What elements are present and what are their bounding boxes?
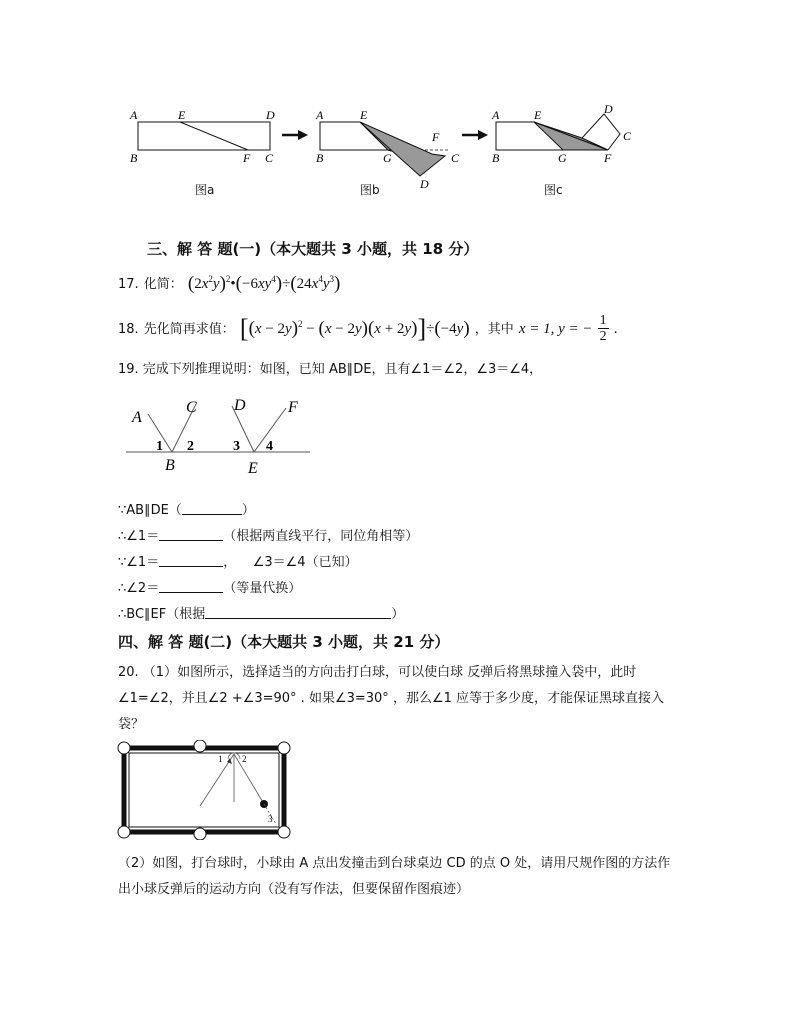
figure-b	[315, 108, 460, 191]
q20-part2-line-2: 出小球反弹后的运动方向（没有写作法，但要保留作图痕迹）	[118, 882, 470, 897]
q19-label-C: C	[186, 399, 197, 416]
fig-c-label-C: C	[623, 129, 632, 143]
fig-a-label-C: C	[265, 151, 274, 165]
q18-period: .	[613, 321, 618, 337]
q19-blank-3[interactable]	[159, 554, 223, 567]
q19-label-1: 1	[156, 439, 163, 454]
arrow-icon	[462, 130, 488, 140]
q19-blank-2[interactable]	[159, 528, 223, 541]
q19-reason-line-1	[118, 499, 255, 518]
figure-c	[491, 102, 632, 165]
q19-reason-line-5	[118, 603, 404, 622]
fig-a-caption: 图a	[195, 183, 215, 197]
q19-label-4: 4	[266, 439, 273, 454]
q18-where: ，其中	[474, 322, 514, 337]
q18-prefix: 先化简再求值：	[143, 322, 235, 337]
q19-line1-post: ）	[241, 503, 255, 518]
q19-reason-line-3	[118, 551, 358, 570]
q19-line4-post: （等量代换）	[223, 581, 302, 596]
q19-label-3: 3	[233, 439, 240, 454]
q19-line2-post: （根据两直线平行，同位角相等）	[223, 529, 419, 544]
q20-line-3: 袋？	[118, 717, 145, 732]
fig-b-label-E: E	[360, 108, 368, 122]
fig-c-label-G: G	[558, 151, 567, 165]
fig-b-caption: 图b	[360, 183, 380, 197]
q17-number: 17.	[118, 277, 139, 292]
q19-blank-1[interactable]	[182, 502, 242, 515]
fig-b-label-C: C	[451, 151, 460, 165]
q19-reason-line-2	[118, 525, 418, 544]
fig-c-label-E: E	[534, 108, 542, 122]
q18-fraction	[598, 313, 609, 344]
q19-line5-post: ）	[391, 607, 405, 622]
q19-line5-pre: ∴BC∥EF（根据	[118, 607, 206, 622]
q19-line4-pre: ∴∠2＝	[118, 581, 160, 596]
billiard-table-figure	[116, 740, 292, 840]
q19-line1-pre: ∵AB∥DE（	[118, 503, 182, 518]
q17-prefix: 化简：	[143, 277, 183, 292]
q19-line2-pre: ∴∠1＝	[118, 529, 160, 544]
fig-b-label-A: A	[316, 108, 324, 122]
q20-part2-line-1: （2）如图，打台球时，小球由 A 点出发撞击到台球桌边 CD 的点 O 处，请用尺规作图的方法作	[118, 856, 671, 871]
q18-condition: x = 1, y = −	[518, 321, 593, 337]
q19-label-D: D	[234, 397, 246, 414]
q19-reason-line-4	[118, 577, 301, 596]
question-18	[118, 313, 617, 344]
fig-a-label-E: E	[178, 108, 186, 122]
q19-label-A: A	[132, 409, 142, 426]
fig-c-label-F: F	[604, 151, 612, 165]
q17-expression: $(2x^2y)^2•(-6xy^4)\div(24x^4y^3)$	[187, 273, 341, 294]
q20-line-2: ∠1=∠2，并且∠2 +∠3=90° . 如果∠3=30° ，那么∠1 应等于多少度，才能保证黑球直接入	[118, 691, 665, 706]
q19-blank-4[interactable]	[159, 580, 223, 593]
billiard-angle-3: 3	[268, 814, 273, 824]
section-4-title: 四、解 答 题(二)（本大题共 3 小题，共 21 分）	[118, 633, 450, 651]
fig-a-label-B: B	[130, 151, 138, 165]
fig-c-caption: 图c	[544, 183, 563, 197]
fig-a-label-A: A	[130, 108, 138, 122]
arrow-icon	[282, 130, 308, 140]
q19-line3-mid: ， ∠3＝∠4（已知）	[223, 555, 358, 570]
q19-label-2: 2	[187, 439, 194, 454]
fig-c-label-D: D	[604, 102, 613, 116]
q20-line-1: 20. （1）如图所示，选择适当的方向击打白球，可以使白球 反弹后将黑球撞入袋中，此时	[118, 665, 637, 680]
q19-blank-5[interactable]	[205, 606, 391, 619]
question-19-text: 19. 完成下列推理说明：如图，已知 AB∥DE，且有∠1＝∠2，∠3＝∠4，	[118, 362, 543, 377]
q19-label-E: E	[248, 460, 258, 477]
q18-fraction-denominator: 2	[599, 329, 607, 344]
billiard-angle-2: 2	[242, 754, 247, 764]
fig-c-label-A: A	[492, 108, 500, 122]
q19-label-F: F	[288, 399, 298, 416]
fig-b-label-G: G	[383, 151, 392, 165]
fig-b-label-D: D	[420, 177, 429, 191]
q19-line3-pre: ∵∠1＝	[118, 555, 160, 570]
fig-c-label-B: B	[492, 151, 500, 165]
q18-fraction-numerator: 1	[599, 313, 607, 328]
q18-number: 18.	[118, 322, 139, 337]
figure-a	[129, 108, 275, 165]
billiard-angle-1: 1	[218, 754, 223, 764]
q19-label-B: B	[165, 457, 175, 474]
fig-a-label-D: D	[266, 108, 275, 122]
fig-b-label-F: F	[432, 130, 440, 144]
question-17	[118, 273, 340, 295]
q18-expression: $[(x - 2y)^2 - (x - 2y)(x + 2y)]\div(-4y)$	[239, 314, 470, 343]
fig-b-label-B: B	[316, 151, 324, 165]
fig-a-label-F: F	[243, 151, 251, 165]
q19-figure	[120, 392, 320, 478]
section-3-title: 三、解 答 题(一)（本大题共 3 小题，共 18 分）	[147, 240, 479, 258]
